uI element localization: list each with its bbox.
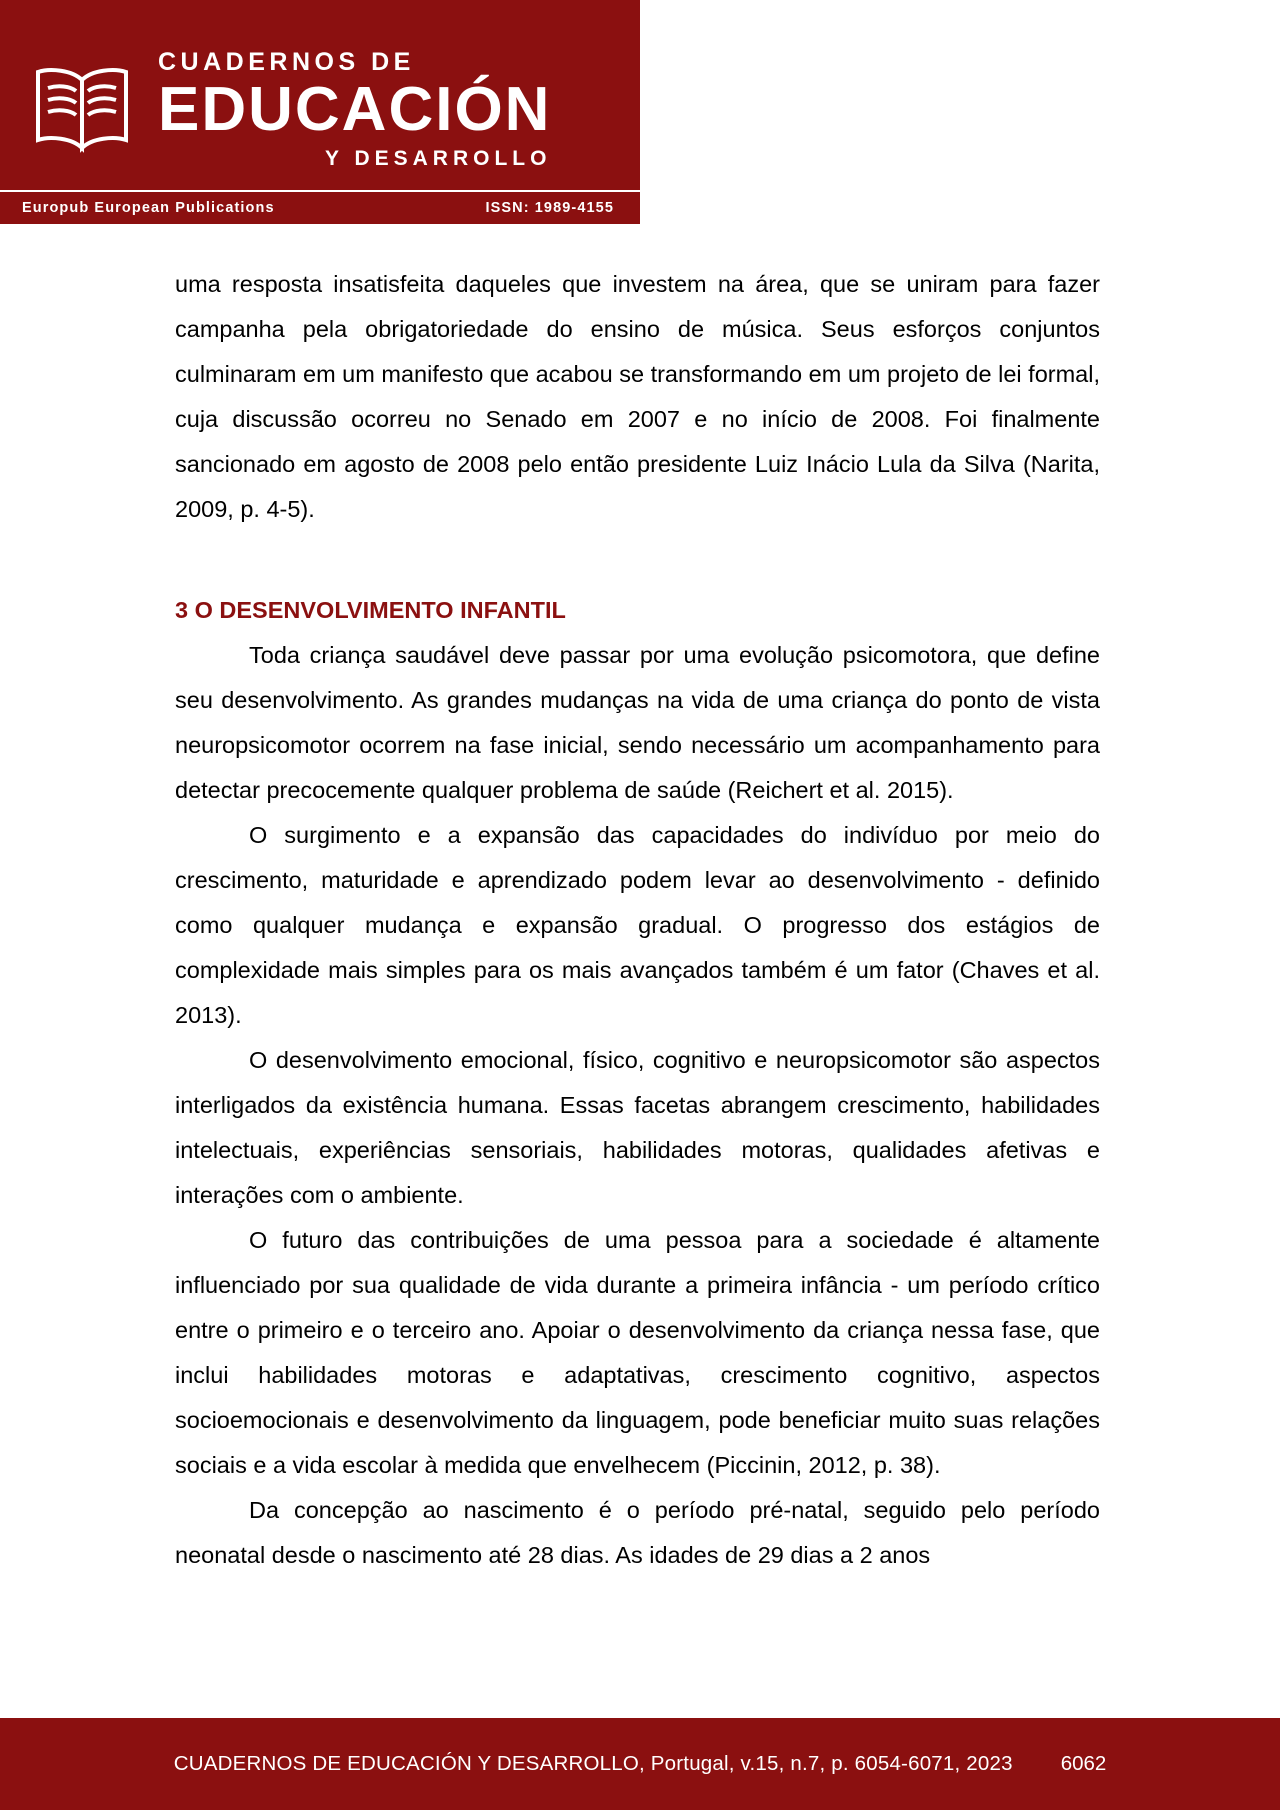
paragraph: Toda criança saudável deve passar por uma evolução psicomotora, que define seu desenvolvimento. As grandes mudanças na vida de uma criança do ponto de vista neuropsicomotor ocorrem na fase inicial, sendo necessário um acompanhamento para detectar precocemente qualquer problema de saúde (Reichert et al. 2015). — [175, 642, 1100, 803]
issn-label: ISSN: 1989-4155 — [485, 200, 614, 216]
paragraph: uma resposta insatisfeita daqueles que investem na área, que se uniram para fazer campanha pela obrigatoriedade do ensino de música. Seus esforços conjuntos culminaram em um manifesto que acabou se transformando em um projeto de lei formal, cuja discussão ocorreu no Senado em 2007 e no início de 2008. Foi finalmente sancionado em agosto de 2008 pelo então presidente Luiz Inácio Lula da Silva (Narita, 2009, p. 4-5). — [175, 271, 1100, 522]
paragraph: Da concepção ao nascimento é o período pré-natal, seguido pelo período neonatal desde o nascimento até 28 dias. As idades de 29 dias a 2 anos — [175, 1497, 1100, 1568]
masthead-meta-bar — [0, 190, 640, 224]
open-book-icon — [22, 48, 142, 168]
masthead-line-cuadernos: CUADERNOS DE — [158, 48, 415, 77]
journal-masthead — [0, 0, 640, 224]
masthead-titles — [158, 45, 551, 171]
paragraph: O futuro das contribuições de uma pessoa para a sociedade é altamente influenciado por sua qualidade de vida durante a primeira infância - um período crítico entre o primeiro e o terceiro ano. Apoiar o desenvolvimento da criança nessa fase, que inclui habilidades motoras e adaptativas, crescimento cognitivo, aspectos socioemocionais e desenvolvimento da linguagem, pode beneficiar muito suas relações sociais e a vida escolar à medida que envelhecem (Piccinin, 2012, p. 38). — [175, 1227, 1100, 1478]
section-heading: 3 O DESENVOLVIMENTO INFANTIL — [175, 597, 566, 623]
publisher-label: Europub European Publications — [22, 200, 275, 216]
page-footer — [0, 1718, 1280, 1810]
masthead-line-educacion: EDUCACIÓN — [158, 74, 552, 144]
footer-citation: CUADERNOS DE EDUCACIÓN Y DESARROLLO, Portugal, v.15, n.7, p. 6054-6071, 2023 — [173, 1752, 1013, 1775]
paragraph: O surgimento e a expansão das capacidades do indivíduo por meio do crescimento, maturidade e aprendizado podem levar ao desenvolvimento - definido como qualquer mudança e expansão gradual. O progresso dos estágios de complexidade mais simples para os mais avançados também é um fator (Chaves et al. 2013). — [175, 822, 1100, 1028]
paragraph: O desenvolvimento emocional, físico, cognitivo e neuropsicomotor são aspectos interligados da existência humana. Essas facetas abrangem crescimento, habilidades intelectuais, experiências sensoriais, habilidades motoras, qualidades afetivas e interações com o ambiente. — [175, 1047, 1100, 1208]
masthead-line-desarrollo: Y DESARROLLO — [324, 146, 552, 170]
footer-page-number: 6062 — [1060, 1752, 1107, 1775]
page-body — [175, 262, 1100, 1578]
footer-inner — [174, 1752, 1107, 1776]
masthead-main — [0, 0, 640, 190]
